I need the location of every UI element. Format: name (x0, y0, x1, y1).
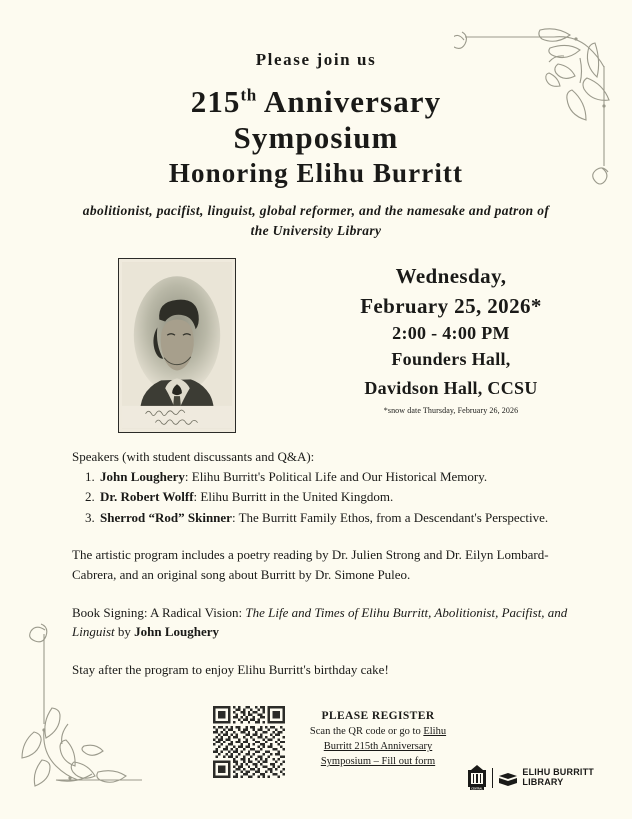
burritt-engraving (122, 262, 232, 429)
list-item (98, 467, 570, 487)
birthday-cake-paragraph: Stay after the program to enjoy Elihu Burritt's birthday cake! (72, 662, 389, 678)
list-item (98, 487, 570, 507)
library-logo (467, 765, 594, 791)
speaker-name: John Loughery (100, 468, 185, 484)
logo-wordmark (522, 768, 594, 787)
title-ordinal: th (240, 85, 257, 105)
register-text (303, 706, 453, 770)
join-line: Please join us (255, 50, 377, 69)
page-title-line1 (0, 84, 632, 120)
ccsu-seal-icon (467, 765, 487, 791)
logo-divider (492, 768, 493, 788)
book-title: The Life and Times of Elihu Burritt, Abolitionist, Pacifist, and Linguist (72, 604, 568, 640)
logo-name-line1: ELIHU BURRITT (522, 767, 594, 778)
book-signing-label: Book Signing: A Radical Vision: (72, 604, 246, 620)
artistic-program-paragraph: The artistic program includes a poetry reading by Dr. Julien Strong and Dr. Eilyn Lombard-Cabrera, and an original song about Burritt by Dr. Simone Puleo. (72, 547, 549, 582)
event-date: February 25, 2026* (360, 293, 542, 318)
qr-code[interactable] (213, 706, 285, 778)
book-signing-by: by (114, 624, 135, 640)
seal-label: CENTRAL (471, 787, 484, 791)
speakers-list (72, 467, 570, 528)
event-time: 2:00 - 4:00 PM (392, 323, 510, 344)
event-venue-line2: Davidson Hall, CCSU (364, 377, 538, 398)
open-book-icon (498, 769, 518, 787)
speaker-talk: : Elihu Burritt's Political Life and Our Historical Memory. (184, 468, 488, 484)
speakers-heading: Speakers (with student discussants and Q&A): (72, 448, 315, 464)
logo-name-line2: LIBRARY (522, 777, 564, 787)
subtitle: abolitionist, pacifist, linguist, global reformer, and the namesake and patron of the University Library (82, 203, 550, 239)
register-link[interactable]: Elihu Burritt 215th Anniversary Symposium – Fill out form (320, 725, 447, 768)
poster-body (0, 433, 632, 778)
title-number: 215 (190, 84, 241, 119)
register-title: PLEASE REGISTER (321, 709, 435, 722)
list-item (98, 508, 570, 528)
register-instruction (303, 724, 453, 770)
page-title-line2: Symposium (233, 119, 399, 155)
book-signing-paragraph (72, 603, 570, 643)
portrait-image (122, 262, 232, 429)
register-instruction-text: Scan the QR code or go to (309, 725, 424, 737)
speaker-talk: : Elihu Burritt in the United Kingdom. (193, 489, 394, 505)
portrait-and-details (0, 258, 632, 433)
portrait-frame (118, 258, 236, 433)
speaker-name: Dr. Robert Wolff (100, 489, 194, 505)
page-title-line3: Honoring Elihu Burritt (168, 157, 464, 188)
title-line1-rest: Anniversary (263, 84, 442, 119)
snow-date-note: *snow date Thursday, February 26, 2026 (383, 406, 519, 416)
event-venue-line1: Founders Hall, (391, 349, 511, 370)
book-author: John Loughery (134, 624, 220, 640)
speaker-name: Sherrod “Rod” Skinner (100, 509, 232, 525)
event-details (270, 258, 632, 424)
speaker-talk: : The Burritt Family Ethos, from a Descendant's Perspective. (231, 509, 549, 525)
poster-header (0, 0, 632, 242)
event-day: Wednesday, (395, 263, 507, 288)
